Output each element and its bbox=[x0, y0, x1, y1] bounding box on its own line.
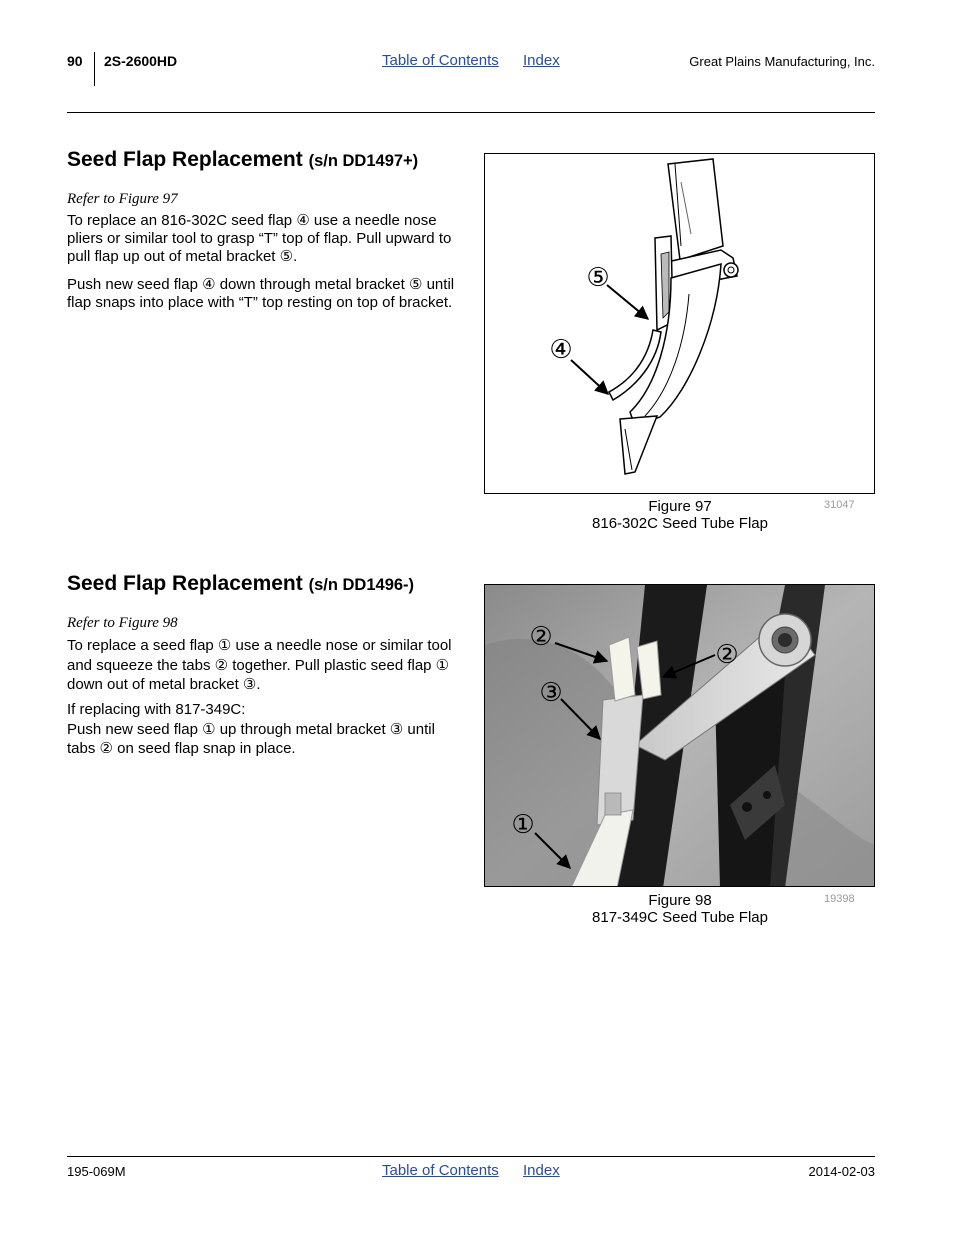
document-number: 195-069M bbox=[67, 1164, 126, 1179]
section-title-1-text: Seed Flap Replacement bbox=[67, 148, 303, 171]
section-serial-2: (s/n DD1496-) bbox=[308, 576, 415, 594]
publication-date: 2014-02-03 bbox=[808, 1164, 875, 1179]
section-serial-1: (s/n DD1497+) bbox=[308, 152, 419, 170]
figure-reference-2: Refer to Figure 98 bbox=[67, 615, 178, 631]
seed-tube-drawing bbox=[485, 154, 875, 494]
figure-98-label: Figure 98 bbox=[648, 892, 712, 909]
paragraph-2a: To replace a seed flap ① use a needle nose or similar tool and squeeze the tabs ② together. Pull plastic seed flap ① down out of metal bracket ③. bbox=[67, 637, 452, 693]
figure-98-image-number: 19398 bbox=[824, 893, 855, 905]
figure-98-title: 817-349C Seed Tube Flap bbox=[592, 909, 768, 926]
figure-98-caption bbox=[560, 892, 800, 926]
footer-rule bbox=[67, 1156, 875, 1157]
figure-97-caption bbox=[560, 498, 800, 532]
header-divider bbox=[94, 52, 95, 86]
callout-2-left: ② bbox=[529, 622, 553, 652]
figure-reference-1: Refer to Figure 97 bbox=[67, 191, 178, 207]
section-title-2-text: Seed Flap Replacement bbox=[67, 572, 303, 595]
paragraph-2b-line2: Push new seed flap ① up through metal bracket ③ until tabs ② on seed flap snap in place. bbox=[67, 720, 435, 757]
figure-98-image bbox=[484, 584, 875, 887]
page-number: 90 bbox=[67, 53, 83, 69]
figure-97-image-number: 31047 bbox=[824, 499, 855, 511]
model-name: 2S-2600HD bbox=[104, 53, 178, 69]
figure-97-image bbox=[484, 153, 875, 494]
paragraph-1b: Push new seed flap ④ down through metal bracket ⑤ until flap snaps into place with “T” top resting on top of bracket. bbox=[67, 276, 455, 311]
figure-97-label: Figure 97 bbox=[648, 498, 712, 515]
company-name: Great Plains Manufacturing, Inc. bbox=[689, 54, 875, 69]
index-link-footer[interactable]: Index bbox=[523, 1162, 560, 1179]
section-title-1 bbox=[67, 148, 418, 172]
callout-1: ① bbox=[511, 810, 535, 840]
callout-5: ⑤ bbox=[586, 263, 610, 293]
callout-3: ③ bbox=[539, 678, 563, 708]
callout-4: ④ bbox=[549, 335, 573, 365]
paragraph-2b bbox=[67, 700, 457, 759]
callout-2-right: ② bbox=[715, 640, 739, 670]
index-link-header[interactable]: Index bbox=[523, 52, 560, 69]
paragraph-1a: To replace an 816-302C seed flap ④ use a needle nose pliers or similar tool to grasp “T” top of flap. Pull upward to pull flap up out of metal bracket ⑤. bbox=[67, 212, 452, 265]
toc-link-footer[interactable]: Table of Contents bbox=[382, 1162, 499, 1179]
paragraph-2b-line1: If replacing with 817-349C: bbox=[67, 701, 246, 718]
seed-flap-photo bbox=[485, 585, 875, 887]
section-title-2 bbox=[67, 572, 414, 596]
figure-97-title: 816-302C Seed Tube Flap bbox=[592, 515, 768, 532]
header-rule bbox=[67, 112, 875, 113]
toc-link-header[interactable]: Table of Contents bbox=[382, 52, 499, 69]
